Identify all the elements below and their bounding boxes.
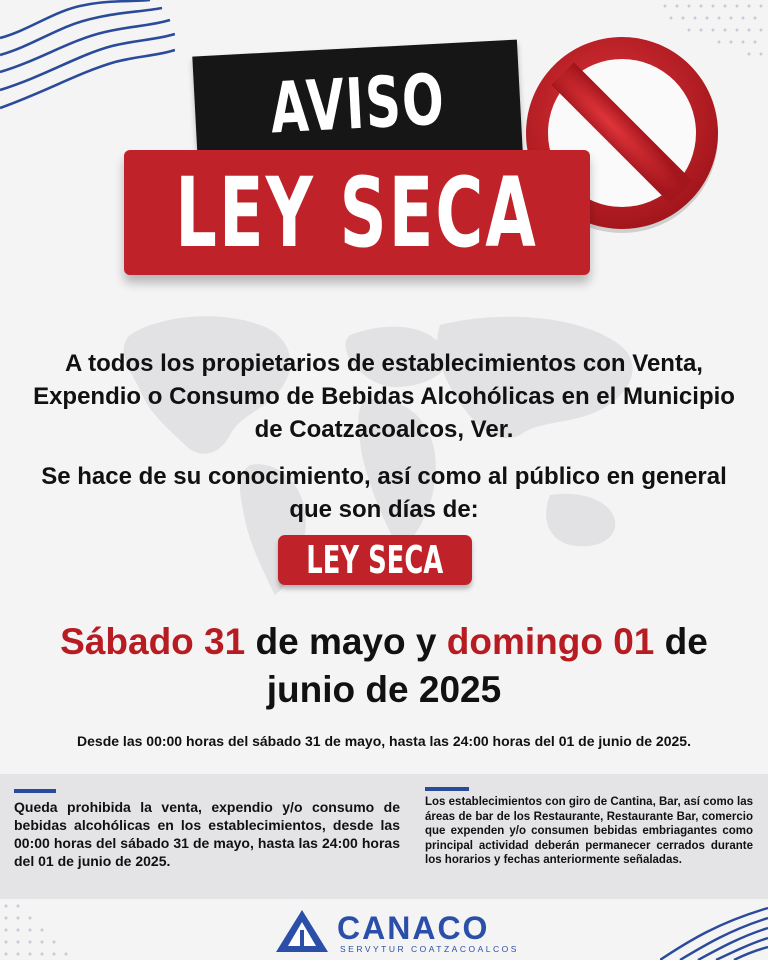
wave-lines-top-left <box>0 0 175 115</box>
date-connector-2: de junio de 2025 <box>266 621 708 710</box>
date-saturday: Sábado 31 <box>60 621 246 662</box>
hours-note: Desde las 00:00 horas del sábado 31 de mayo, hasta las 24:00 horas del 01 de junio de 2025. <box>77 733 691 749</box>
left-column-accent-line <box>14 789 56 793</box>
right-column-text: Los establecimientos con giro de Cantina, Bar, así como las áreas de bar de los Restaurante, Restaurante Bar, comercio que expenden y/o consumen bebidas embriagantes como principal actividad deberán permanecer cerrados durante los horarios y fechas anteriormente señaladas. <box>425 796 753 866</box>
dot-pattern-bottom-left <box>0 896 80 960</box>
canaco-logo-icon <box>274 908 330 954</box>
dates-heading <box>20 618 748 714</box>
date-sunday: domingo 01 <box>446 621 655 662</box>
canaco-logo-tagline: SERVYTUR COATZACOALCOS <box>340 944 519 954</box>
date-connector-1: de mayo y <box>245 621 447 662</box>
intro-paragraph: A todos los propietarios de establecimientos con Venta, Expendio o Consumo de Bebidas Alcohólicas en el Municipio de Coatzacoalcos, Ver. <box>33 350 735 443</box>
ley-seca-pill <box>278 535 472 585</box>
left-column-text: Queda prohibida la venta, expendio y/o consumo de bebidas alcohólicas en los establecimientos, desde las 00:00 horas del sábado 31 de mayo, hasta las 24:00 horas del 01 de junio de 2025. <box>14 799 400 869</box>
aviso-title: AVISO <box>268 58 447 150</box>
right-column-accent-line <box>425 787 469 791</box>
notice-paragraph: Se hace de su conocimiento, así como al público en general que son días de: <box>41 463 727 523</box>
ley-seca-banner <box>124 150 590 275</box>
canaco-logo <box>274 908 519 956</box>
canaco-logo-name: CANACO <box>337 910 490 946</box>
wave-lines-bottom-right <box>660 890 768 960</box>
ley-seca-title: LEY SECA <box>175 156 539 269</box>
ley-seca-pill-label: LEY SECA <box>306 538 444 582</box>
